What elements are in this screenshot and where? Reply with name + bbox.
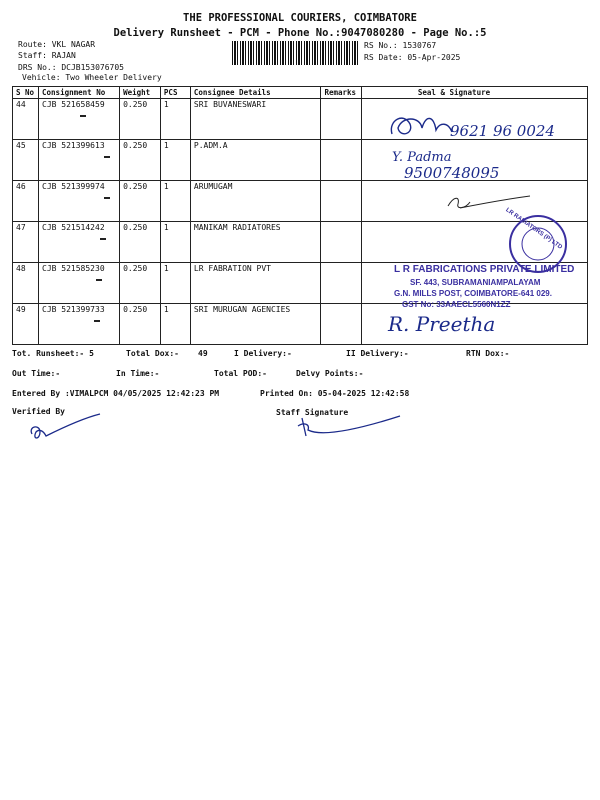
staff-signature-scribble bbox=[290, 410, 410, 440]
rtn-dox: RTN Dox:- bbox=[466, 349, 510, 358]
verifier-signature bbox=[26, 410, 106, 444]
row-pcs: 1 bbox=[160, 181, 190, 222]
entered-by: Entered By :VIMALPCM 04/05/2025 12:42:23 PM bbox=[12, 389, 220, 398]
col-signature: Seal & Signature bbox=[361, 87, 587, 99]
row-remarks bbox=[321, 263, 361, 304]
row-pcs: 1 bbox=[160, 263, 190, 304]
signature-45-phone: 9500748095 bbox=[404, 164, 500, 182]
row-consignee: P.ADM.A bbox=[190, 140, 321, 181]
row-pcs: 1 bbox=[160, 140, 190, 181]
stamp-address-1: SF. 443, SUBRAMANIAMPALAYAM bbox=[410, 278, 541, 287]
row-remarks bbox=[321, 99, 361, 140]
row-remarks bbox=[321, 140, 361, 181]
row-remarks bbox=[321, 304, 361, 345]
row-weight: 0.250 bbox=[120, 222, 161, 263]
route-label: Route: VKL NAGAR bbox=[18, 40, 96, 49]
company-title: THE PROFESSIONAL COURIERS, COIMBATORE bbox=[183, 12, 417, 24]
stamp-gst: GST No: 33AAECL5560N1ZZ bbox=[402, 300, 511, 309]
row-consignment: CJB 521514242 bbox=[39, 222, 120, 263]
row-pcs: 1 bbox=[160, 222, 190, 263]
col-consignee: Consignee Details bbox=[190, 87, 321, 99]
row-weight: 0.250 bbox=[120, 263, 161, 304]
row-sno: 45 bbox=[13, 140, 39, 181]
col-pcs: PCS bbox=[160, 87, 190, 99]
row-consignment: CJB 521658459 bbox=[39, 99, 120, 140]
rs-number: RS No.: 1530767 bbox=[364, 41, 437, 50]
round-stamp-text: LR RADIATORS (P) LTD bbox=[504, 207, 563, 251]
out-time: Out Time:- bbox=[12, 369, 61, 378]
row-consignee: SRI BUVANESWARI bbox=[190, 99, 321, 140]
total-runsheet: Tot. Runsheet:- 5 bbox=[12, 349, 94, 358]
staff-signature-label: Staff Signature bbox=[276, 408, 349, 417]
row-pcs: 1 bbox=[160, 304, 190, 345]
row-weight: 0.250 bbox=[120, 181, 161, 222]
printed-on: Printed On: 05-04-2025 12:42:58 bbox=[260, 389, 410, 398]
signature-45-name: Y. Padma bbox=[392, 150, 452, 165]
col-consignment: Consignment No bbox=[39, 87, 120, 99]
staff-label: Staff: RAJAN bbox=[18, 51, 76, 60]
row-consignee: SRI MURUGAN AGENCIES bbox=[190, 304, 321, 345]
vehicle-label: Vehicle: Two Wheeler Delivery bbox=[22, 73, 162, 82]
row-sno: 46 bbox=[13, 181, 39, 222]
row-weight: 0.250 bbox=[120, 140, 161, 181]
i-delivery: I Delivery:- bbox=[234, 349, 292, 358]
barcode bbox=[232, 41, 360, 65]
signature-44-number: 9621 96 0024 bbox=[450, 122, 555, 140]
col-sno: S No bbox=[13, 87, 39, 99]
total-dox-label: Total Dox:- bbox=[126, 349, 179, 358]
row-weight: 0.250 bbox=[120, 304, 161, 345]
row-consignee: LR FABRATION PVT bbox=[190, 263, 321, 304]
total-dox-value: 49 bbox=[198, 349, 208, 358]
table-header-row bbox=[13, 87, 588, 99]
signature-49: R. Preetha bbox=[388, 312, 496, 336]
row-consignment: CJB 521399974 bbox=[39, 181, 120, 222]
row-consignment: CJB 521585230 bbox=[39, 263, 120, 304]
col-remarks: Remarks bbox=[321, 87, 361, 99]
signature-scribble-46 bbox=[440, 190, 540, 214]
row-consignment: CJB 521399733 bbox=[39, 304, 120, 345]
row-consignee: MANIKAM RADIATORES bbox=[190, 222, 321, 263]
row-consignment: CJB 521399613 bbox=[39, 140, 120, 181]
row-weight: 0.250 bbox=[120, 99, 161, 140]
row-sno: 48 bbox=[13, 263, 39, 304]
verified-by-label: Verified By bbox=[12, 407, 65, 416]
delivery-points: Delvy Points:- bbox=[296, 369, 364, 378]
in-time: In Time:- bbox=[116, 369, 160, 378]
table-row bbox=[13, 140, 588, 181]
row-remarks bbox=[321, 222, 361, 263]
total-pod: Total POD:- bbox=[214, 369, 267, 378]
runsheet-subtitle: Delivery Runsheet - PCM - Phone No.:9047080280 - Page No.:5 bbox=[113, 27, 487, 39]
rs-date: RS Date: 05-Apr-2025 bbox=[364, 53, 461, 62]
ii-delivery: II Delivery:- bbox=[346, 349, 409, 358]
row-sno: 47 bbox=[13, 222, 39, 263]
row-sno: 44 bbox=[13, 99, 39, 140]
row-remarks bbox=[321, 181, 361, 222]
stamp-address-2: G.N. MILLS POST, COIMBATORE-641 029. bbox=[394, 289, 552, 298]
row-consignee: ARUMUGAM bbox=[190, 181, 321, 222]
drs-number: DRS No.: DCJB153076705 bbox=[18, 63, 124, 72]
row-sno: 49 bbox=[13, 304, 39, 345]
col-weight: Weight bbox=[120, 87, 161, 99]
row-pcs: 1 bbox=[160, 99, 190, 140]
table-row bbox=[13, 304, 588, 345]
stamp-company-name: L R FABRICATIONS PRIVATE LIMITED bbox=[394, 264, 575, 275]
